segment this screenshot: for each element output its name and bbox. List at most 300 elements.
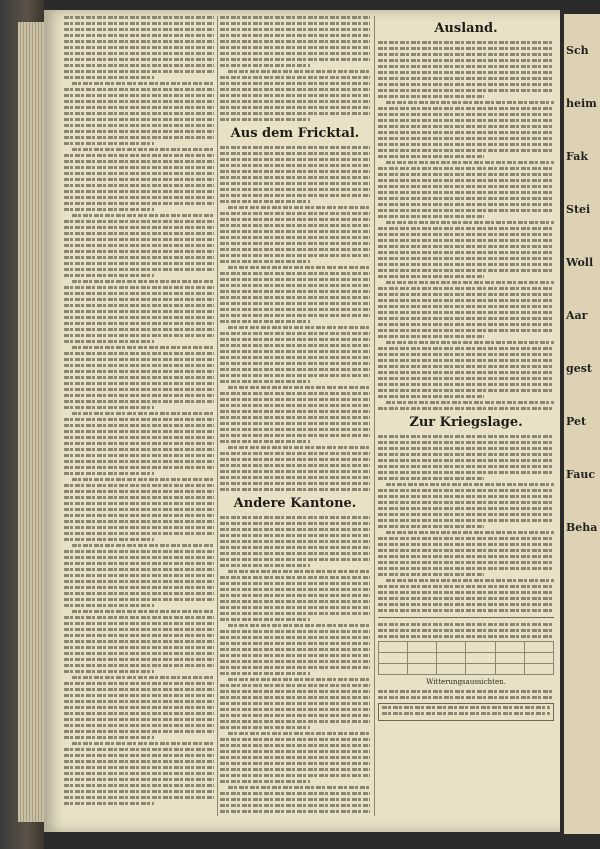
text-line [378,317,554,320]
text-line [220,618,310,621]
text-line [64,706,214,709]
text-line [220,182,370,185]
text-line [64,142,154,145]
text-line [220,744,370,747]
text-line [378,119,554,122]
text-line [64,34,214,37]
text-line [220,230,370,233]
text-line [220,416,370,419]
text-line [220,374,370,377]
text-line [378,197,554,200]
text-line [64,286,214,289]
text-line [220,76,370,79]
text-line [378,173,554,176]
text-line [220,660,370,663]
text-line [220,46,370,49]
column-left [64,16,214,816]
text-line [220,212,370,215]
text-line [378,107,554,110]
text-line [378,395,484,398]
text-line [378,77,554,80]
text-line [220,380,310,383]
text-line [220,302,370,305]
text-line [64,304,214,307]
text-line [64,220,214,223]
text-line [378,335,484,338]
text-line [228,206,370,209]
text-line [220,52,370,55]
text-line [64,226,214,229]
text-line [64,562,214,565]
text-line [64,136,214,139]
text-line [220,458,370,461]
weather-table [378,641,554,675]
text-line [382,712,550,715]
text-line [378,137,554,140]
text-line [220,642,370,645]
text-line [220,344,370,347]
text-line [64,172,214,175]
text-line [378,149,554,152]
text-line [64,586,214,589]
text-line [378,435,554,438]
text-line [220,290,370,293]
book-page-edges [18,22,46,822]
article-text [378,41,554,410]
text-line [220,146,370,149]
text-line [64,70,214,73]
text-line [220,540,370,543]
text-line [72,544,214,547]
text-line [378,407,554,410]
text-line [64,442,214,445]
text-line [64,514,214,517]
weather-caption: Witterungsaussichten. [426,678,506,686]
text-line [378,549,554,552]
text-line [220,558,370,561]
text-line [64,58,214,61]
text-line [220,40,370,43]
text-line [64,388,214,391]
ad-fragment: Stei [566,203,591,216]
text-line [64,118,214,121]
text-line [378,47,554,50]
text-line [72,742,214,745]
text-line [220,106,370,109]
text-line [220,588,370,591]
text-line [220,470,370,473]
text-line [220,404,370,407]
text-line [64,784,214,787]
text-line [64,310,214,313]
text-line [378,459,554,462]
ad-fragment: Fak [566,150,588,163]
text-line [220,58,370,61]
text-line [64,748,214,751]
text-line [64,766,214,769]
text-line [378,53,554,56]
text-line [72,148,214,151]
text-line [378,233,554,236]
text-line [378,239,554,242]
text-line [220,118,310,121]
text-line [220,696,370,699]
text-line [228,266,370,269]
text-line [64,376,214,379]
text-line [64,502,214,505]
text-line [220,738,370,741]
text-line [64,424,214,427]
text-line [220,272,370,275]
text-line [64,274,154,277]
text-line [64,202,214,205]
text-line [378,389,554,392]
text-line [378,71,554,74]
text-line [64,406,154,409]
text-line [220,762,370,765]
text-line [64,682,214,685]
text-line [228,678,370,681]
text-line [220,798,370,801]
text-line [64,40,214,43]
text-line [378,537,554,540]
text-line [220,194,370,197]
text-line [220,534,370,537]
text-line [378,635,554,638]
text-line [64,700,214,703]
text-line [64,436,214,439]
text-line [220,606,370,609]
text-line [64,802,154,805]
text-line [64,712,214,715]
text-line [220,368,370,371]
text-line [64,454,214,457]
text-line [64,448,214,451]
text-line [220,164,370,167]
text-line [220,428,370,431]
text-line [378,89,554,92]
text-line [64,634,214,637]
text-line [64,352,214,355]
column-divider [374,16,375,816]
column-right [378,16,554,816]
text-line [378,125,554,128]
article-text [378,690,554,699]
text-line [64,190,214,193]
article-text [220,16,370,121]
text-line [64,178,214,181]
text-line [220,810,370,813]
text-line [220,636,370,639]
ad-fragment: heim [566,97,597,110]
text-line [64,196,214,199]
text-line [378,263,554,266]
text-line [64,658,214,661]
text-line [64,724,214,727]
text-line [64,694,214,697]
text-line [378,696,554,699]
text-line [378,299,554,302]
text-line [378,41,554,44]
text-line [378,215,484,218]
text-line [72,214,214,217]
text-line [228,570,370,573]
text-line [64,160,214,163]
text-line [378,690,554,693]
text-line [64,580,214,583]
text-line [220,224,370,227]
text-line [378,591,554,594]
text-line [64,730,214,733]
text-line [64,298,214,301]
text-line [220,690,370,693]
text-line [64,316,214,319]
text-line [220,756,370,759]
text-line [378,95,484,98]
text-line [72,676,214,679]
text-line [64,598,214,601]
text-line [220,582,370,585]
text-line [64,532,214,535]
text-line [64,232,214,235]
text-line [220,684,370,687]
text-line [64,256,214,259]
text-line [228,732,370,735]
text-line [72,280,214,283]
article-text [378,435,554,612]
text-line [378,185,554,188]
text-line [220,320,310,323]
text-line [378,275,484,278]
text-line [220,600,370,603]
text-line [220,392,370,395]
text-line [220,714,370,717]
text-line [386,483,554,486]
text-line [386,531,554,534]
text-line [220,630,370,633]
text-line [64,106,214,109]
text-line [220,452,370,455]
text-line [228,70,370,73]
text-line [64,250,214,253]
text-line [378,495,554,498]
text-line [220,278,370,281]
text-line [64,520,214,523]
text-line [64,52,214,55]
text-line [220,708,370,711]
text-line [378,179,554,182]
text-line [220,528,370,531]
text-line [378,131,554,134]
text-line [378,167,554,170]
text-line [220,422,370,425]
text-line [64,22,214,25]
text-line [64,364,214,367]
text-line [220,564,310,567]
text-line [378,623,554,626]
text-line [378,65,554,68]
divider-line [378,617,554,618]
text-line [220,672,310,675]
text-line [220,284,370,287]
text-line [220,576,370,579]
text-line [220,158,370,161]
text-line [220,314,370,317]
text-line [378,359,554,362]
text-line [228,326,370,329]
section-heading: Aus dem Fricktal. [230,126,360,141]
text-line [386,161,554,164]
text-line [220,440,310,443]
text-line [378,383,554,386]
text-line [64,664,214,667]
text-line [220,476,370,479]
text-line [64,28,214,31]
ad-fragment: Pet [566,415,587,428]
text-line [220,482,370,485]
text-line [64,754,214,757]
text-line [378,519,554,522]
text-line [220,356,370,359]
ad-fragment: Woll [566,256,594,269]
text-line [378,155,484,158]
text-line [64,604,154,607]
text-line [220,774,370,777]
text-line [378,305,554,308]
text-line [220,254,370,257]
text-line [64,430,214,433]
text-line [64,460,214,463]
text-line [378,471,554,474]
text-line [378,501,554,504]
text-line [220,338,370,341]
text-line [220,726,310,729]
text-line [72,82,214,85]
text-line [64,166,214,169]
text-line [64,796,214,799]
text-line [378,311,554,314]
text-line [220,804,370,807]
text-line [220,702,370,705]
text-line [220,170,370,173]
text-line [64,670,154,673]
text-line [64,622,214,625]
text-line [64,736,154,739]
text-line [64,238,214,241]
text-line [64,340,154,343]
text-line [64,490,214,493]
text-line [220,200,310,203]
text-line [220,666,370,669]
text-line [378,203,554,206]
text-line [378,453,554,456]
text-line [64,64,214,67]
ad-fragment: Sch [566,44,589,57]
text-line [64,244,214,247]
text-line [64,556,214,559]
text-line [378,489,554,492]
text-line [64,268,214,271]
text-line [378,561,554,564]
text-line [386,221,554,224]
text-line [378,347,554,350]
text-line [64,16,214,19]
text-line [378,251,554,254]
text-line [220,64,310,67]
text-line [64,538,154,541]
text-line [220,410,370,413]
text-line [220,100,370,103]
text-line [378,191,554,194]
text-line [378,113,554,116]
text-line [220,594,370,597]
text-line [64,328,214,331]
text-line [220,28,370,31]
article-text [64,16,214,805]
text-line [220,522,370,525]
text-line [386,579,554,582]
text-line [378,329,554,332]
text-line [220,88,370,91]
text-line [64,508,214,511]
text-line [220,612,370,615]
text-line [72,346,214,349]
text-line [378,513,554,516]
text-line [64,790,214,793]
text-line [378,287,554,290]
text-line [64,718,214,721]
text-line [378,507,554,510]
text-line [64,778,214,781]
text-line [220,750,370,753]
text-line [64,112,214,115]
text-line [64,760,214,763]
text-line [378,441,554,444]
text-line [378,269,554,272]
text-line [228,446,370,449]
section-heading: Ausland. [434,21,498,36]
text-line [378,377,554,380]
text-line [386,101,554,104]
text-line [378,465,554,468]
text-line [64,526,214,529]
text-line [64,154,214,157]
text-line [378,543,554,546]
text-line [220,296,370,299]
text-line [378,371,554,374]
text-line [64,640,214,643]
text-line [220,464,370,467]
text-line [378,477,484,480]
text-line [72,478,214,481]
text-line [64,76,154,79]
text-line [220,780,310,783]
text-line [378,585,554,588]
text-line [220,308,370,311]
text-line [64,334,214,337]
text-line [378,257,554,260]
text-line [378,143,554,146]
text-line [64,262,214,265]
text-line [64,484,214,487]
section-heading: Zur Kriegslage. [409,415,523,430]
text-line [220,236,370,239]
text-line [220,188,370,191]
text-line [64,418,214,421]
text-line [220,176,370,179]
text-line [220,112,370,115]
text-line [220,350,370,353]
